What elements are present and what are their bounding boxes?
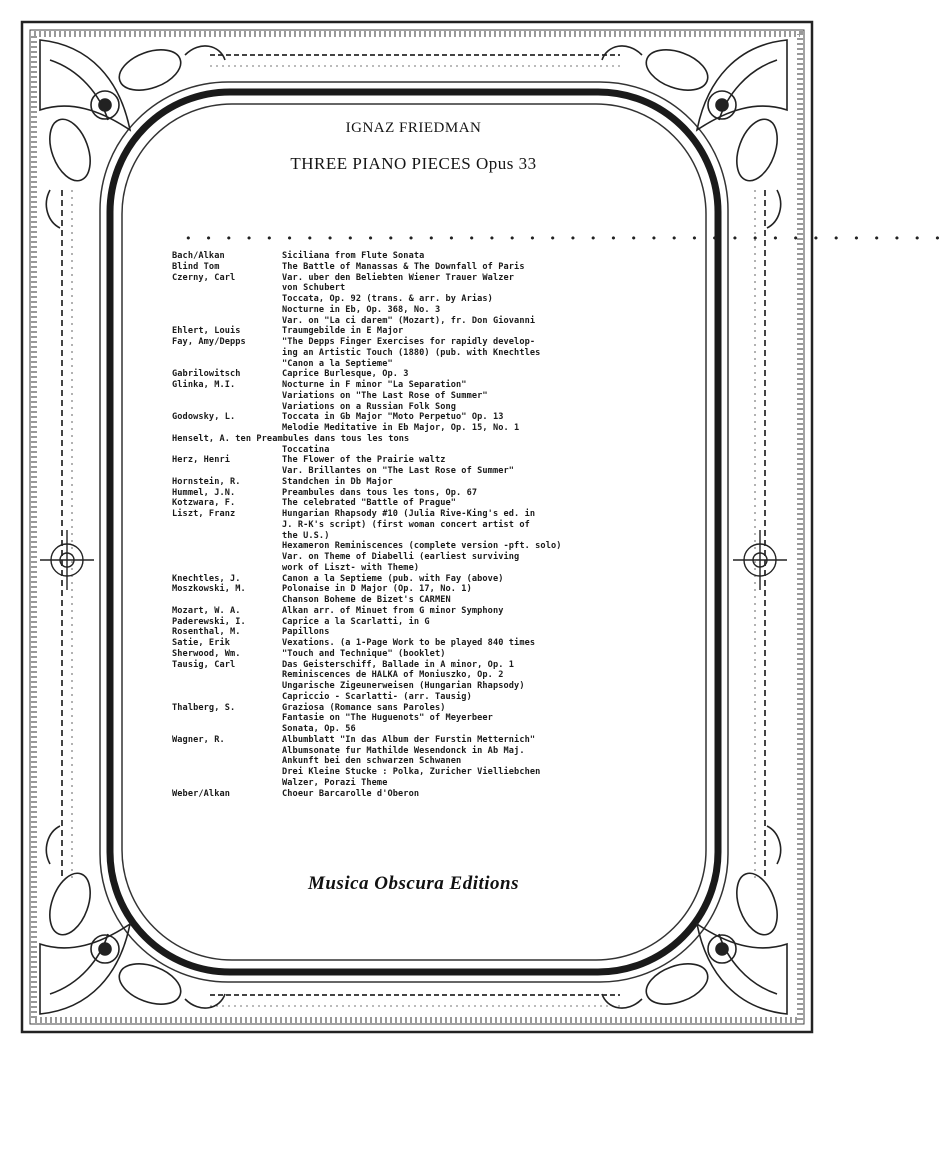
entry-composer: Blind Tom (172, 261, 220, 272)
composer-heading: IGNAZ FRIEDMAN (345, 120, 482, 136)
entry-work: Ankunft bei den schwarzen Schwanen (282, 756, 462, 767)
catalog-entry (172, 498, 642, 509)
catalog-entry (172, 606, 642, 617)
catalog-list (172, 251, 642, 799)
catalog-entry (172, 445, 642, 456)
entry-work: Var. on "La ci darem" (Mozart), fr. Don Giovanni (282, 315, 536, 326)
catalog-entry (172, 531, 642, 542)
catalog-entry (172, 756, 642, 767)
entry-work: "Canon a la Septieme" (282, 358, 393, 369)
entry-composer (172, 563, 282, 574)
catalog-entry (172, 262, 642, 273)
catalog-entry (172, 423, 642, 434)
entry-composer (172, 670, 282, 681)
entry-work: Caprice a la Scarlatti, in G (282, 616, 430, 627)
entry-composer (172, 294, 282, 305)
entry-work: von Schubert (282, 283, 346, 294)
catalog-entry (172, 541, 642, 552)
entry-work: Toccata, Op. 92 (trans. & arr. by Arias) (282, 294, 493, 304)
entry-work: Ungarische Zigeunerweisen (Hungarian Rhapsody) (282, 681, 525, 691)
entry-composer: Bach/Alkan (172, 251, 225, 261)
side-ornament-left (40, 530, 94, 590)
catalog-entry (172, 520, 642, 531)
entry-composer: Wagner, R. (172, 734, 225, 745)
entry-work: Nocturne in Eb, Op. 368, No. 3 (282, 304, 441, 315)
catalog-entry (172, 692, 642, 703)
entry-work: Hungarian Rhapsody #10 (Julia Rive-King's ed. in (282, 509, 536, 519)
entry-composer (172, 724, 282, 735)
entry-work: Henselt, A. ten Preambules dans tous les tons (172, 433, 410, 444)
catalog-entry (172, 412, 642, 423)
entry-composer (172, 359, 282, 370)
entry-composer: Paderewski, I. (172, 616, 246, 627)
entry-composer: Tausig, Carl (172, 659, 236, 670)
entry-work: "Touch and Technique" (booklet) (282, 648, 446, 659)
catalog-entry (172, 563, 642, 574)
catalog-entry (172, 660, 642, 671)
entry-composer: Sherwood, Wm. (172, 648, 241, 659)
entry-work: Var. on Theme of Diabelli (earliest surviving (282, 552, 520, 562)
entry-composer (172, 445, 282, 456)
entry-work: Albumsonate fur Mathilde Wesendonck in Ab Maj. (282, 745, 525, 756)
entry-composer: Ehlert, Louis (172, 326, 241, 337)
entry-work: Hexameron Reminiscences (complete version -pft. solo) (282, 541, 562, 552)
catalog-entry (172, 670, 642, 681)
entry-work: ing an Artistic Touch (1880) (pub. with Knechtles (282, 347, 541, 358)
entry-work: J. R-K's script) (first woman concert artist of (282, 519, 530, 530)
publisher-name: Musica Obscura Editions (307, 873, 520, 894)
catalog-entry (172, 369, 642, 380)
entry-work: Toccata in Gb Major "Moto Perpetuo" Op. 13 (282, 412, 504, 423)
entry-composer (172, 305, 282, 316)
dotted-separator: • • • • • • • • • • • • • • • • • • • • • • • • • • • • • • • • • • • • • • (185, 232, 944, 245)
entry-work: Standchen in Db Major (282, 476, 393, 487)
entry-work: the U.S.) (282, 530, 330, 541)
entry-composer (172, 595, 282, 606)
catalog-entry (172, 789, 642, 800)
entry-work: The Flower of the Prairie waltz (282, 455, 446, 466)
catalog-entry (172, 767, 642, 778)
entry-work: Drei Kleine Stucke : Polka, Zuricher Vielliebchen (282, 767, 541, 777)
catalog-entry (172, 735, 642, 746)
entry-composer (172, 552, 282, 563)
entry-composer (172, 692, 282, 703)
entry-composer: Gabrilowitsch (172, 369, 241, 380)
entry-composer: Hornstein, R. (172, 476, 241, 487)
entry-work: Toccatina (282, 444, 330, 455)
entry-composer (172, 423, 282, 434)
entry-composer (172, 348, 282, 359)
entry-work: Choeur Barcarolle d'Oberon (282, 788, 420, 799)
catalog-entry (172, 316, 642, 327)
catalog-entry (172, 348, 642, 359)
catalog-entry (172, 455, 642, 466)
entry-work: Nocturne in F minor "La Separation" (282, 380, 467, 390)
catalog-entry (172, 703, 642, 714)
entry-composer (172, 713, 282, 724)
entry-composer: Satie, Erik (172, 638, 231, 648)
catalog-entry (172, 337, 642, 348)
entry-work: Preambules dans tous les tons, Op. 67 (282, 487, 478, 498)
catalog-entry (172, 488, 642, 499)
entry-work: Siciliana from Flute Sonata (282, 251, 425, 261)
catalog-entry (172, 552, 642, 563)
catalog-entry (172, 724, 642, 735)
catalog-entry (172, 509, 642, 520)
entry-work: Alkan arr. of Minuet from G minor Symphony (282, 605, 504, 616)
entry-composer: Moszkowski, M. (172, 584, 246, 595)
entry-composer: Glinka, M.I. (172, 380, 236, 390)
entry-composer: Mozart, W. A. (172, 605, 241, 616)
entry-work: Vexations. (a 1-Page Work to be played 840 times (282, 638, 536, 648)
entry-work: Walzer, Porazi Theme (282, 777, 388, 788)
catalog-entry (172, 681, 642, 692)
entry-composer: Hummel, J.N. (172, 487, 236, 498)
catalog-entry (172, 294, 642, 305)
entry-work: Capriccio - Scarlatti- (arr. Tausig) (282, 691, 472, 702)
entry-work: "The Depps Finger Exercises for rapidly develop- (282, 337, 536, 347)
entry-composer (172, 520, 282, 531)
catalog-entry (172, 627, 642, 638)
entry-composer (172, 778, 282, 789)
entry-composer: Thalberg, S. (172, 702, 236, 713)
entry-composer (172, 391, 282, 402)
entry-work: Canon a la Septieme (pub. with Fay (above) (282, 573, 504, 584)
entry-composer: Kotzwara, F. (172, 498, 236, 509)
catalog-entry (172, 326, 642, 337)
catalog-entry (172, 649, 642, 660)
entry-work: Polonaise in D Major (Op. 17, No. 1) (282, 584, 472, 595)
catalog-entry (172, 251, 642, 262)
catalog-entry (172, 283, 642, 294)
catalog-entry (172, 617, 642, 628)
catalog-entry (172, 466, 642, 477)
catalog-entry (172, 713, 642, 724)
entry-work: The Battle of Manassas & The Downfall of Paris (282, 261, 525, 272)
entry-work: The celebrated "Battle of Prague" (282, 498, 457, 509)
entry-composer: Weber/Alkan (172, 788, 231, 799)
catalog-entry (172, 391, 642, 402)
entry-work: Reminiscences de HALKA of Moniuszko, Op. 2 (282, 670, 504, 681)
entry-work: Chanson Boheme de Bizet's CARMEN (282, 595, 451, 605)
entry-work: Melodie Meditative in Eb Major, Op. 15, No. 1 (282, 423, 520, 433)
entry-work: Variations on "The Last Rose of Summer" (282, 390, 488, 401)
entry-composer (172, 746, 282, 757)
catalog-entry (172, 584, 642, 595)
entry-composer: Czerny, Carl (172, 272, 236, 283)
entry-composer (172, 316, 282, 327)
entry-composer: Herz, Henri (172, 455, 231, 466)
entry-composer (172, 681, 282, 692)
entry-composer (172, 541, 282, 552)
side-ornament-right (733, 530, 787, 590)
catalog-entry (172, 638, 642, 649)
entry-work: Caprice Burlesque, Op. 3 (282, 369, 409, 380)
entry-work: Graziosa (Romance sans Paroles) (282, 702, 446, 713)
entry-composer: Liszt, Franz (172, 509, 236, 519)
entry-work: Fantasie on "The Huguenots" of Meyerbeer (282, 713, 493, 724)
entry-composer (172, 767, 282, 778)
catalog-entry (172, 574, 642, 585)
entry-composer (172, 531, 282, 542)
catalog-entry (172, 778, 642, 789)
catalog-entry (172, 746, 642, 757)
entry-work: Var. uber den Beliebten Wiener Trauer Walzer (282, 272, 515, 283)
entry-composer: Godowsky, L. (172, 412, 236, 423)
entry-work: Das Geisterschiff, Ballade in A minor, Op. 1 (282, 659, 515, 670)
catalog-entry (172, 273, 642, 284)
catalog-entry (172, 380, 642, 391)
catalog-entry (172, 402, 642, 413)
entry-work: work of Liszt- with Theme) (282, 562, 420, 573)
entry-composer (172, 402, 282, 413)
entry-composer (172, 283, 282, 294)
catalog-entry (172, 595, 642, 606)
entry-work: Var. Brillantes on "The Last Rose of Summer" (282, 466, 515, 476)
entry-composer (172, 756, 282, 767)
entry-composer: Knechtles, J. (172, 573, 241, 584)
entry-work: Albumblatt "In das Album der Furstin Metternich" (282, 734, 536, 745)
entry-work: Variations on a Russian Folk Song (282, 401, 457, 412)
entry-composer: Fay, Amy/Depps (172, 337, 246, 347)
work-title: THREE PIANO PIECES Opus 33 (290, 154, 537, 173)
entry-composer (172, 466, 282, 477)
catalog-entry (172, 434, 642, 445)
entry-work: Papillons (282, 627, 330, 638)
entry-composer: Rosenthal, M. (172, 627, 241, 638)
entry-work: Sonata, Op. 56 (282, 724, 356, 734)
entry-work: Traumgebilde in E Major (282, 326, 404, 337)
catalog-entry (172, 305, 642, 316)
catalog-entry (172, 477, 642, 488)
catalog-entry (172, 359, 642, 370)
